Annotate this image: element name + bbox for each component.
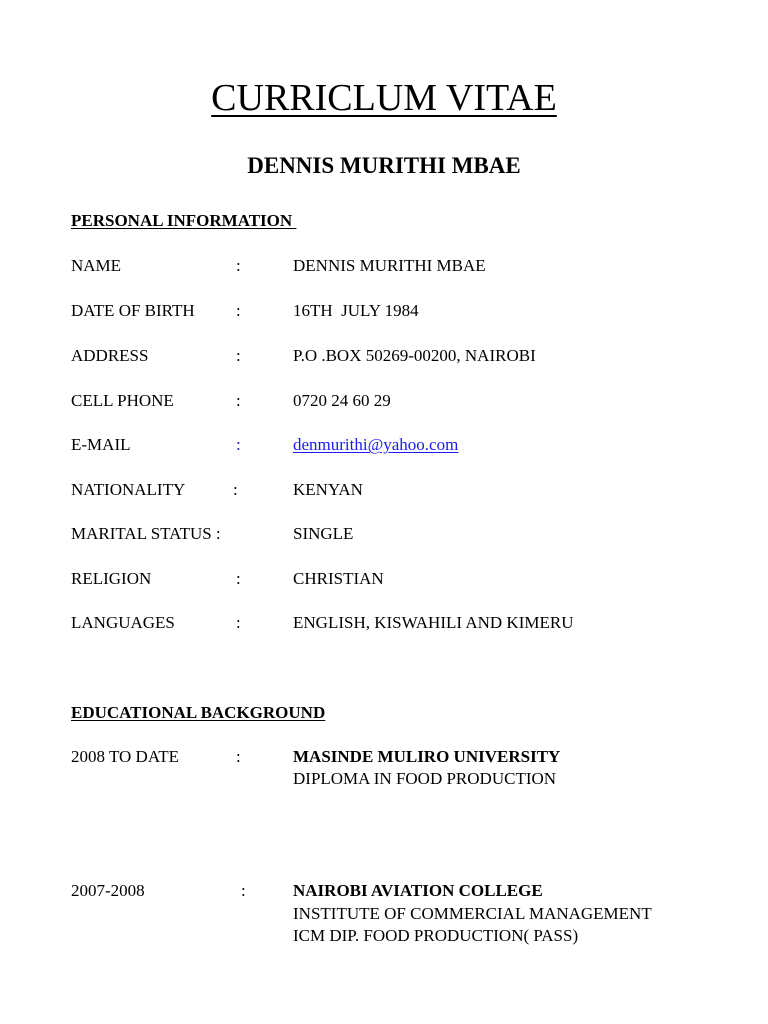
address-label: ADDRESS	[71, 346, 149, 365]
cell-phone-label: CELL PHONE	[71, 391, 174, 410]
education-period-2: 2007-2008	[71, 881, 145, 900]
cell-phone-colon: :	[236, 391, 241, 410]
education-institution-1: MASINDE MULIRO UNIVERSITY	[293, 747, 561, 766]
personal-information-heading: PERSONAL INFORMATION	[71, 211, 297, 230]
educational-background-heading: EDUCATIONAL BACKGROUND	[71, 703, 326, 722]
name-colon: :	[236, 256, 241, 275]
address-value: P.O .BOX 50269-00200, NAIROBI	[293, 346, 536, 365]
document-title: CURRICLUM VITAE	[211, 77, 557, 119]
religion-value: CHRISTIAN	[293, 569, 384, 588]
name-label: NAME	[71, 256, 122, 275]
cell-phone-value: 0720 24 60 29	[293, 391, 391, 410]
religion-label: RELIGION	[71, 569, 152, 588]
education-detail-2-2: ICM DIP. FOOD PRODUCTION( PASS)	[293, 926, 579, 945]
nationality-label: NATIONALITY	[71, 480, 186, 499]
email-colon: :	[236, 435, 241, 454]
nationality-colon: :	[233, 480, 238, 499]
marital-status-value: SINGLE	[293, 524, 354, 543]
nationality-value: KENYAN	[293, 480, 363, 499]
date-of-birth-value: 16TH JULY 1984	[293, 301, 419, 320]
education-institution-2: NAIROBI AVIATION COLLEGE	[293, 881, 543, 900]
address-colon: :	[236, 346, 241, 365]
languages-colon: :	[236, 613, 241, 632]
education-detail-2-1: INSTITUTE OF COMMERCIAL MANAGEMENT	[293, 904, 652, 923]
education-colon-1: :	[236, 747, 241, 766]
languages-value: ENGLISH, KISWAHILI AND KIMERU	[293, 613, 574, 632]
marital-status-label: MARITAL STATUS :	[71, 524, 221, 543]
email-link[interactable]: denmurithi@yahoo.com	[293, 435, 459, 454]
date-of-birth-label: DATE OF BIRTH	[71, 301, 195, 320]
education-colon-2: :	[241, 881, 246, 900]
religion-colon: :	[236, 569, 241, 588]
name-value: DENNIS MURITHI MBAE	[293, 256, 486, 275]
date-of-birth-colon: :	[236, 301, 241, 320]
education-detail-1-1: DIPLOMA IN FOOD PRODUCTION	[293, 769, 557, 788]
languages-label: LANGUAGES	[71, 613, 175, 632]
education-period-1: 2008 TO DATE	[71, 747, 179, 766]
email-label: E-MAIL	[71, 435, 131, 454]
candidate-name: DENNIS MURITHI MBAE	[247, 153, 521, 178]
